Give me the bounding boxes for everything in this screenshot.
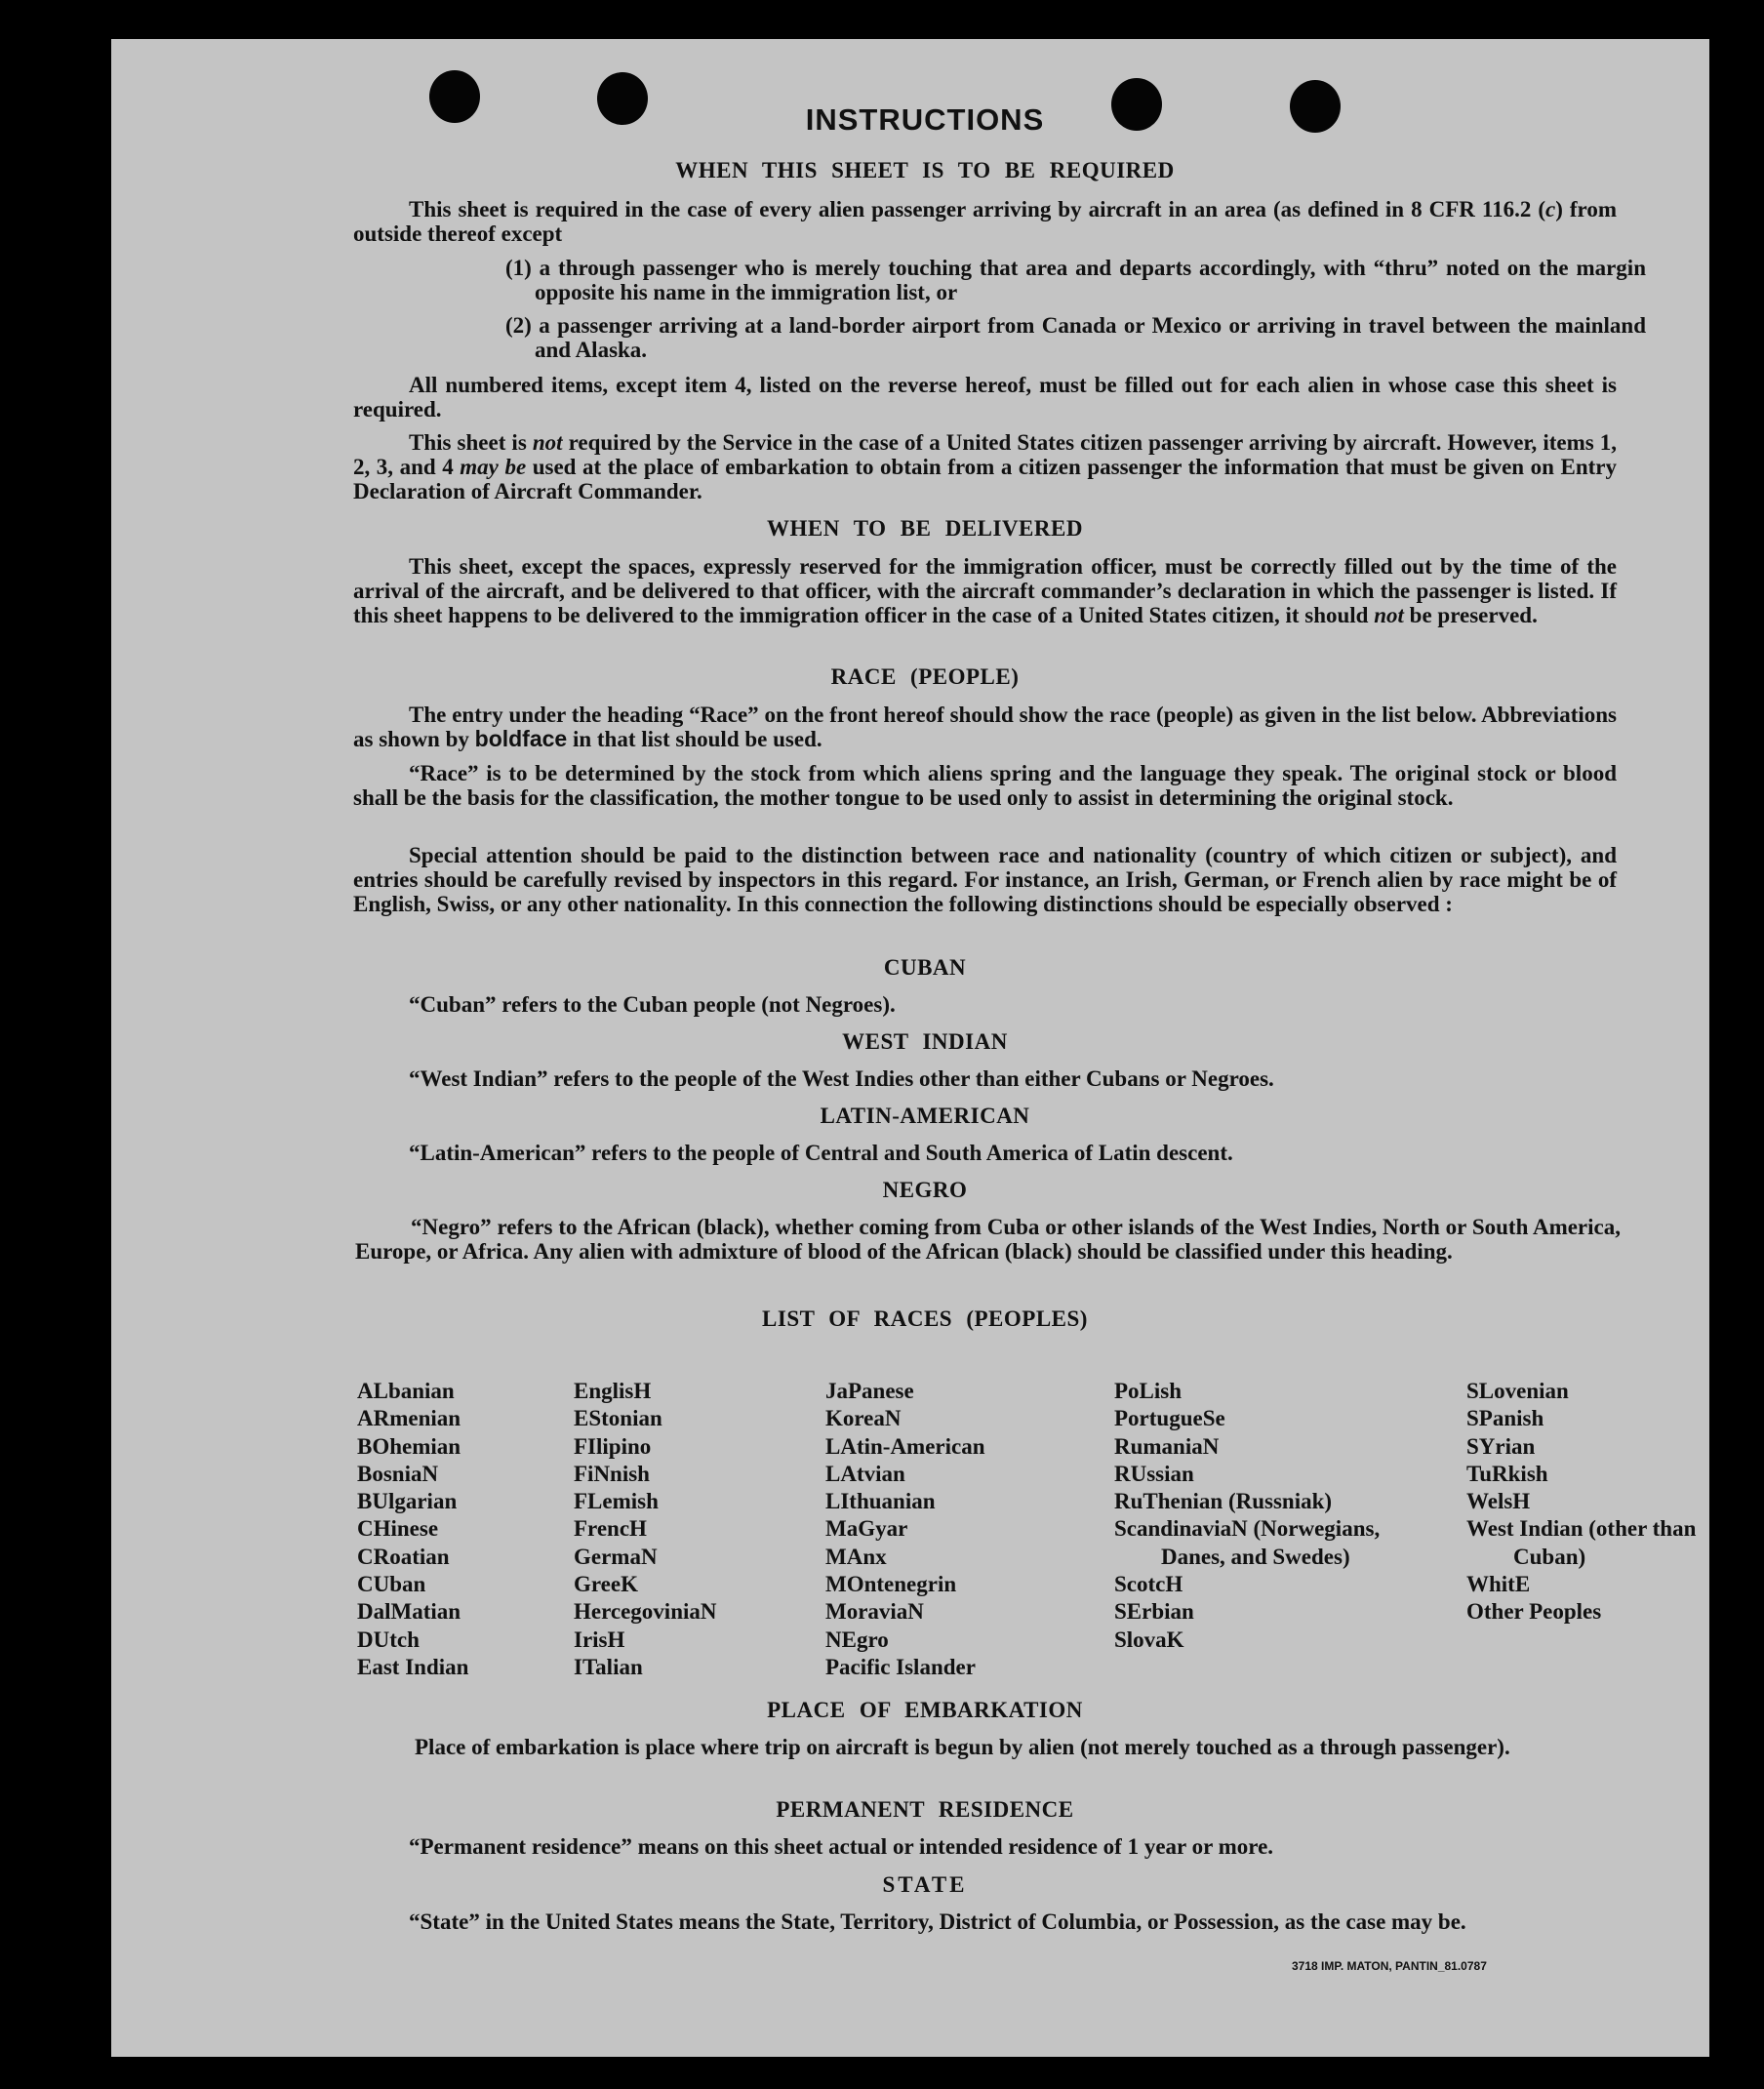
race-entry: NEgro [825,1627,889,1652]
race-entry: SPanish [1466,1406,1544,1431]
race-entry: BosniaN [357,1461,439,1486]
race-entry: MoraviaN [825,1599,924,1625]
race-entry: KoreaN [825,1406,902,1431]
race-entry: ITalian [574,1654,643,1679]
exception-item-1: (1) a through passenger who is merely touching that area and departs accordingly, with “thru” noted on the margin opposite his name in the immigration list, or [505,256,1646,304]
paragraph-race-2: “Race” is to be determined by the stock from which aliens spring and the language they speak. The original stock or blood shall be the basis for the classification, the mother tongue to be used only to assist in determining the original stock. [353,761,1617,810]
race-entry: West Indian (other than Cuban) [1466,1516,1697,1569]
race-entry: WelsH [1466,1489,1531,1514]
heading-negro: NEGRO [882,1178,968,1202]
race-entry: CUban [357,1572,426,1597]
race-column-5 [1466,1378,1710,1627]
heading-list-of-races: LIST OF RACES (PEOPLES) [762,1306,1088,1331]
race-entry: WhitE [1466,1572,1531,1597]
race-entry: SYrian [1466,1433,1536,1459]
heading-race: RACE (PEOPLE) [830,664,1020,689]
race-entry: SlovaK [1114,1627,1184,1652]
heading-when-delivered: WHEN TO BE DELIVERED [767,516,1083,541]
text-negro: “Negro” refers to the African (black), whether coming from Cuba or other islands of the West Indies, North or South America, Europe, or Africa. Any alien with admixture of blood of the African (black) should be classified under this heading. [355,1215,1621,1264]
race-entry: RUssian [1114,1461,1194,1486]
paragraph-required-1: This sheet is required in the case of every alien passenger arriving by aircraft in an area (as defined in 8 CFR 116.2 (c) from outside thereof except [353,197,1617,246]
race-entry: GermaN [574,1544,658,1569]
heading-when-required: WHEN THIS SHEET IS TO BE REQUIRED [675,158,1175,182]
race-entry: ScotcH [1114,1572,1183,1597]
heading-cuban: CUBAN [883,955,967,980]
heading-place-of-embarkation: PLACE OF EMBARKATION [767,1698,1083,1722]
race-column-3 [825,1378,1079,1681]
race-entry: GreeK [574,1572,638,1597]
race-column-1 [357,1378,552,1681]
text-cuban: “Cuban” refers to the Cuban people (not Negroes). [409,992,896,1017]
paragraph-race-3: Special attention should be paid to the distinction between race and nationality (country of which citizen or subject), and entries should be carefully revised by inspectors in this regard. For instance, an Irish, German, or French alien by race might be of English, Swiss, or any other nationality. In this connection the following distinctions should be especially observed : [353,843,1617,916]
race-entry: DalMatian [357,1599,461,1625]
page-title: INSTRUCTIONS [805,102,1045,137]
race-entry: FLemish [574,1489,659,1514]
race-entry: ScandinaviaN (Norwegians, Danes, and Swedes) [1114,1516,1381,1569]
race-entry: FIlipino [574,1433,652,1459]
heading-west-indian: WEST INDIAN [842,1029,1008,1054]
paragraph-race-1: The entry under the heading “Race” on the front hereof should show the race (people) as given in the list below. Abbreviations as shown by boldface in that list should be used. [353,703,1617,751]
paragraph-delivered: This sheet, except the spaces, expressly reserved for the immigration officer, must be correctly filled out by the time of the arrival of the aircraft, and be delivered to that officer, with the aircraft commander’s declaration in which the passenger is listed. If this sheet happens to be delivered to the immigration officer in the case of a United States citizen, it should not be preserved. [353,554,1617,627]
race-entry: PoLish [1114,1379,1183,1403]
paragraph-required-2: All numbered items, except item 4, listed on the reverse hereof, must be filled out for each alien in whose case this sheet is required. [353,373,1617,422]
race-column-2 [574,1378,808,1681]
exception-item-2: (2) a passenger arriving at a land-border airport from Canada or Mexico or arriving in travel between the mainland and Alaska. [505,313,1646,362]
race-entry: EStonian [574,1406,662,1431]
heading-latin-american: LATIN-AMERICAN [820,1104,1030,1128]
race-entry: MAnx [825,1544,887,1569]
race-entry: JaPanese [825,1379,914,1403]
text-permanent-residence: “Permanent residence” means on this sheet actual or intended residence of 1 year or more. [409,1834,1274,1859]
race-entry: CHinese [357,1516,439,1542]
heading-state: STATE [882,1872,968,1897]
paragraph-required-3: This sheet is not required by the Service in the case of a United States citizen passenger arriving by aircraft. However, items 1, 2, 3, and 4 may be used at the place of embarkation to obtain from a citizen passenger the information that must be given on Entry Declaration of Aircraft Commander. [353,430,1618,503]
heading-permanent-residence: PERMANENT RESIDENCE [776,1797,1074,1822]
text-state: “State” in the United States means the State, Territory, District of Columbia, or Possession, as the case may be. [409,1909,1466,1934]
race-entry: ALbanian [357,1379,455,1403]
race-entry: SLovenian [1466,1379,1569,1403]
text-latin-american: “Latin-American” refers to the people of Central and South America of Latin descent. [409,1141,1233,1165]
document-sheet [111,39,1709,2057]
race-entry: MaGyar [825,1516,908,1542]
race-entry: EnglisH [574,1379,652,1403]
race-entry: BUlgarian [357,1489,458,1514]
printer-imprint: 3718 IMP. MATON, PANTIN_81.0787 [1292,1959,1487,1973]
race-entry: Other Peoples [1466,1599,1602,1625]
race-entry: BOhemian [357,1433,461,1459]
text-west-indian: “West Indian” refers to the people of the West Indies other than either Cubans or Negroes. [409,1066,1274,1091]
race-entry: East Indian [357,1654,469,1679]
race-entry: FiNnish [574,1461,650,1486]
race-entry: DUtch [357,1627,420,1652]
race-entry: RumaniaN [1114,1433,1220,1459]
race-entry: IrisH [574,1627,625,1652]
race-entry: ARmenian [357,1406,461,1431]
race-entry: PortugueSe [1114,1406,1225,1431]
race-entry: LAtin-American [825,1433,985,1459]
race-entry: FrencH [574,1516,647,1542]
race-column-4 [1114,1378,1407,1654]
race-entry: SErbian [1114,1599,1194,1625]
race-entry: HercegoviniaN [574,1599,717,1625]
race-entry: RuThenian (Russniak) [1114,1489,1333,1514]
race-entry: TuRkish [1466,1461,1548,1486]
race-entry: Pacific Islander [825,1654,976,1679]
race-entry: MOntenegrin [825,1572,957,1597]
text-place-of-embarkation: Place of embarkation is place where trip on aircraft is begun by alien (not merely touched as a through passenger). [415,1735,1510,1759]
race-entry: CRoatian [357,1544,450,1569]
race-entry: LIthuanian [825,1489,936,1514]
race-entry: LAtvian [825,1461,905,1486]
